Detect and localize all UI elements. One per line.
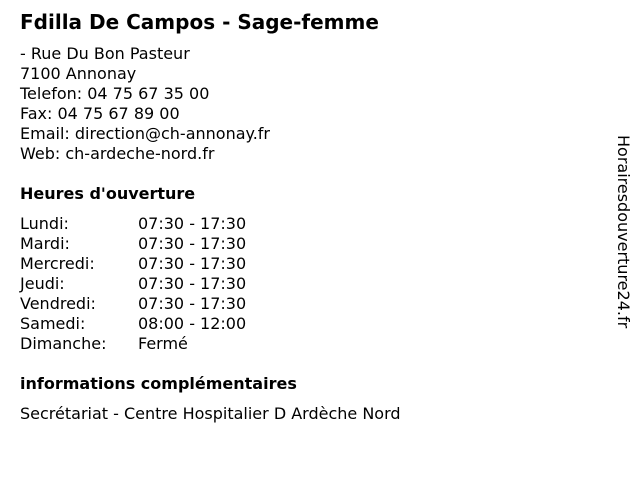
side-brand-text: Horairesdouverture24.fr — [614, 135, 633, 329]
hours-time: 07:30 - 17:30 — [138, 214, 247, 233]
web-line: Web: ch-ardeche-nord.fr — [20, 144, 215, 163]
extra-info-heading: informations complémentaires — [20, 374, 297, 393]
hours-row-jeudi — [20, 274, 246, 294]
phone-line: Telefon: 04 75 67 35 00 — [20, 84, 210, 103]
hours-day: Lundi: — [20, 214, 69, 233]
hours-row-dimanche — [20, 334, 246, 354]
hours-time: Fermé — [138, 334, 188, 353]
extra-info-text: Secrétariat - Centre Hospitalier D Ardèche Nord — [20, 404, 401, 423]
street-line: - Rue Du Bon Pasteur — [20, 44, 190, 63]
hours-day: Mercredi: — [20, 254, 95, 273]
city-line: 7100 Annonay — [20, 64, 137, 83]
hours-day: Vendredi: — [20, 294, 96, 313]
hours-row-vendredi — [20, 294, 246, 314]
hours-row-mardi — [20, 234, 246, 254]
hours-time: 07:30 - 17:30 — [138, 294, 247, 313]
page-title: Fdilla De Campos - Sage-femme — [20, 10, 379, 34]
hours-day: Dimanche: — [20, 334, 107, 353]
hours-day: Jeudi: — [20, 274, 65, 293]
hours-time: 07:30 - 17:30 — [138, 274, 247, 293]
hours-row-lundi — [20, 214, 246, 234]
side-brand-watermark — [613, 135, 633, 371]
fax-line: Fax: 04 75 67 89 00 — [20, 104, 180, 123]
hours-time: 07:30 - 17:30 — [138, 254, 247, 273]
hours-heading: Heures d'ouverture — [20, 184, 196, 203]
hours-row-samedi — [20, 314, 246, 334]
hours-day: Mardi: — [20, 234, 70, 253]
hours-time: 08:00 - 12:00 — [138, 314, 247, 333]
hours-time: 07:30 - 17:30 — [138, 234, 247, 253]
hours-day: Samedi: — [20, 314, 86, 333]
hours-table — [20, 214, 246, 354]
address-block — [20, 44, 270, 164]
email-line: Email: direction@ch-annonay.fr — [20, 124, 270, 143]
hours-row-mercredi — [20, 254, 246, 274]
